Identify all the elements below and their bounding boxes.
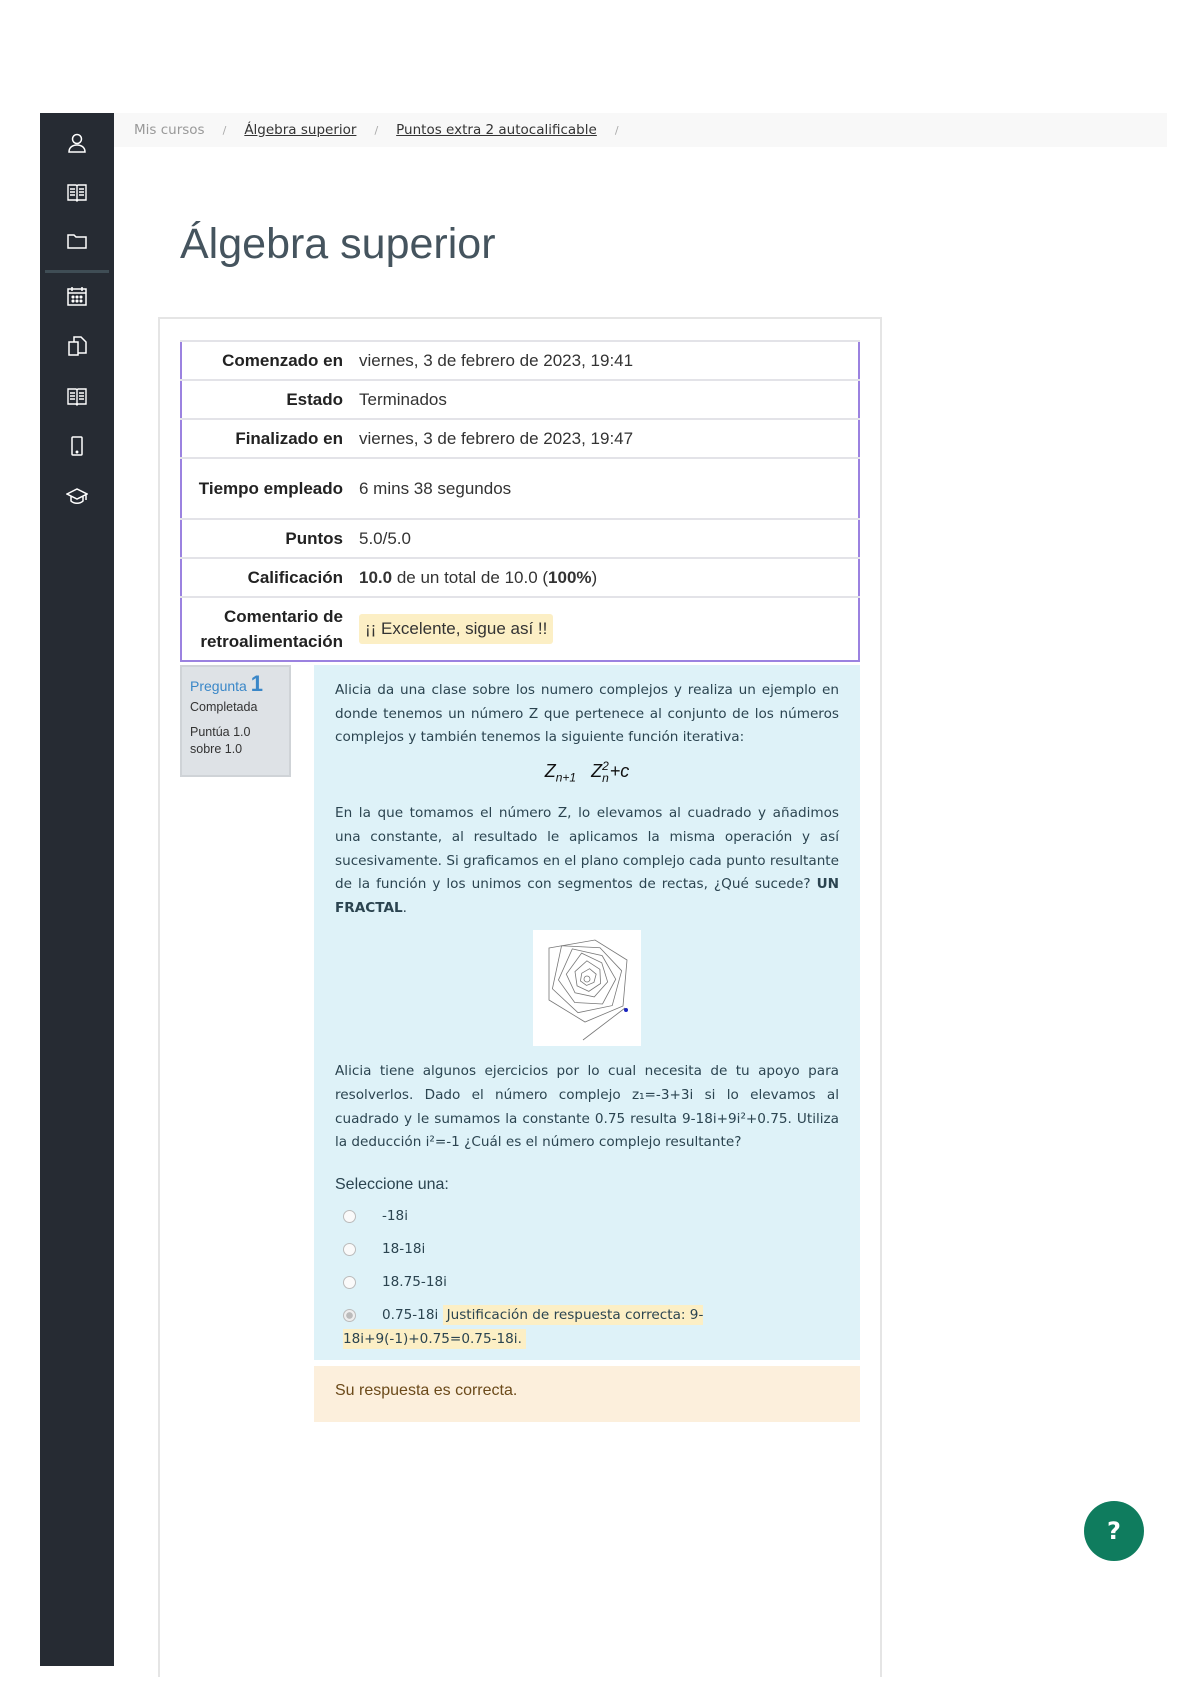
- book-icon[interactable]: [40, 172, 114, 212]
- question-intro: Alicia da una clase sobre los numero complejos y realiza un ejemplo en donde tenemos un número Z que pertenece al conjunto de los números complejos y también tenemos la siguiente función iterativa:: [335, 682, 839, 746]
- radio-button-checked[interactable]: [343, 1309, 356, 1322]
- question-score: Puntúa 1.0 sobre 1.0: [190, 725, 251, 756]
- graduation-cap-icon[interactable]: [40, 476, 114, 516]
- book-icon[interactable]: [40, 376, 114, 416]
- iterative-formula: [335, 756, 839, 793]
- formula-sub: n+1: [555, 770, 577, 785]
- formula-z: Z: [591, 760, 603, 781]
- grade-paren: ): [591, 567, 598, 587]
- calendar-icon[interactable]: [40, 276, 114, 316]
- formula-tail: +c: [609, 760, 630, 781]
- summary-label: Comentario de retroalimentación: [181, 597, 351, 661]
- option-label: 18-18i: [382, 1241, 426, 1258]
- answer-option[interactable]: [335, 1233, 839, 1266]
- formula-z: Z: [544, 760, 556, 781]
- answer-justification: Justificación de respuesta correcta: 9-18i+9(-1)+0.75=0.75-18i.: [343, 1307, 704, 1348]
- question-text: En la que tomamos el número Z, lo elevamos al cuadrado y añadimos una constante, al resultado le aplicamos la misma operación y así sucesivamente. Si graficamos en el plano complejo cada punto resultante de la función y los unimos con segmentos de rectas, ¿Qué sucede?: [335, 805, 839, 893]
- summary-row: [181, 341, 859, 380]
- feedback-comment: ¡¡ Excelente, sigue así !!: [359, 614, 553, 644]
- grade-total: de un total de 10.0 (: [392, 567, 549, 587]
- folder-icon[interactable]: [40, 221, 114, 261]
- question-prompt: Alicia tiene algunos ejercicios por lo cual necesita de tu apoyo para resolverlos. Dado el número complejo z₁=-3+3i si lo elevamos al cuadrado y le sumamos la constante 0.75 resulta 9-18i+9i²+0.75. Utiliza la deducción i²=-1 ¿Cuál es el número complejo resultante?: [335, 1063, 839, 1151]
- answer-feedback: Su respuesta es correcta.: [314, 1366, 860, 1422]
- summary-value: viernes, 3 de febrero de 2023, 19:47: [351, 419, 859, 458]
- attempt-summary-table: [180, 340, 860, 662]
- question-state: Completada: [190, 700, 258, 714]
- question-content: [314, 665, 860, 1360]
- question-number-value: 1: [250, 671, 263, 696]
- summary-row: [181, 419, 859, 458]
- summary-row: [181, 458, 859, 519]
- breadcrumb: [114, 113, 1167, 147]
- formula-sub: n: [602, 771, 609, 786]
- files-icon[interactable]: [40, 326, 114, 366]
- summary-row: [181, 558, 859, 597]
- help-button[interactable]: ?: [1084, 1501, 1144, 1561]
- question-label: Pregunta: [190, 678, 247, 694]
- summary-label: Comenzado en: [181, 341, 351, 380]
- summary-label: Estado: [181, 380, 351, 419]
- option-label: 18.75-18i: [382, 1274, 447, 1291]
- grade-percent: 100%: [548, 567, 592, 587]
- radio-button[interactable]: [343, 1210, 356, 1223]
- radio-button[interactable]: [343, 1276, 356, 1289]
- option-label: 0.75-18i: [382, 1307, 439, 1324]
- sidebar: [40, 113, 114, 1666]
- fractal-image: [533, 930, 641, 1046]
- breadcrumb-separator: /: [374, 123, 379, 137]
- question-number: [190, 671, 281, 696]
- summary-value: viernes, 3 de febrero de 2023, 19:41: [351, 341, 859, 380]
- answer-option[interactable]: [335, 1200, 839, 1233]
- select-one-label: Seleccione una:: [335, 1175, 449, 1193]
- summary-label: Tiempo empleado: [181, 458, 351, 519]
- summary-value: [351, 558, 859, 597]
- summary-label: Calificación: [181, 558, 351, 597]
- summary-value: [351, 597, 859, 661]
- breadcrumb-mis-cursos[interactable]: Mis cursos: [134, 122, 205, 138]
- breadcrumb-quiz[interactable]: Puntos extra 2 autocalificable: [396, 122, 597, 138]
- option-label: -18i: [382, 1208, 408, 1225]
- formula-sup: 2: [602, 759, 609, 774]
- summary-value: 6 mins 38 segundos: [351, 458, 859, 519]
- breadcrumb-course[interactable]: Álgebra superior: [244, 122, 357, 138]
- page-title: Álgebra superior: [180, 220, 496, 268]
- summary-row: [181, 519, 859, 558]
- answer-option-selected[interactable]: [335, 1303, 715, 1351]
- summary-value: 5.0/5.0: [351, 519, 859, 558]
- formula-supsub: [602, 760, 609, 784]
- summary-label: Puntos: [181, 519, 351, 558]
- summary-value: Terminados: [351, 380, 859, 419]
- question-info: [180, 665, 291, 777]
- breadcrumb-separator: /: [222, 123, 227, 137]
- summary-label: Finalizado en: [181, 419, 351, 458]
- summary-row: [181, 380, 859, 419]
- grade-value: 10.0: [359, 567, 393, 587]
- answer-option[interactable]: [335, 1266, 839, 1299]
- mobile-icon[interactable]: [40, 426, 114, 466]
- question-paragraph: En la que tomamos el número Z, lo elevamos al cuadrado y añadimos una constante, al resultado le aplicamos la misma operación y así sucesivamente. Si graficamos en el plano complejo cada punto resultante de la función y los unimos con segmentos de rectas, ¿Qué sucede? UN FRACTAL.: [335, 805, 839, 916]
- breadcrumb-separator: /: [614, 123, 619, 137]
- radio-button[interactable]: [343, 1243, 356, 1256]
- summary-row: [181, 597, 859, 661]
- participants-icon[interactable]: [40, 123, 114, 163]
- sidebar-divider: [45, 270, 109, 273]
- question-emphasis: UN FRACTAL: [335, 876, 839, 916]
